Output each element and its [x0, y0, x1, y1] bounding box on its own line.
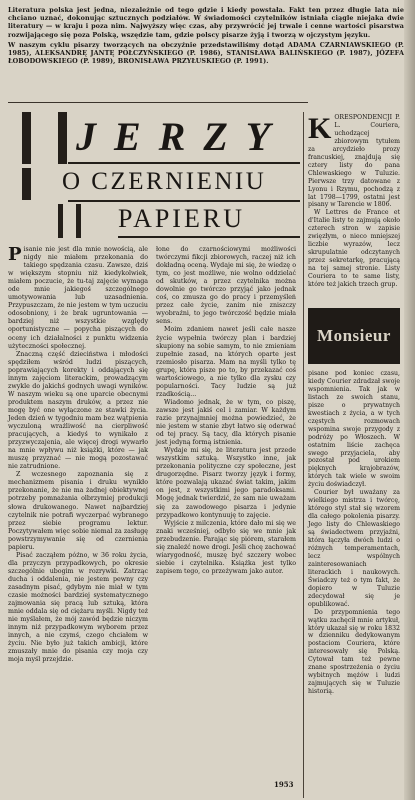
body-paragraph: Moim zdaniem nawet jeśli całe nasze życie wypełnia twórczy plan i bardziej skupiony na sobie samym, to nie zmieniam zupełnie zasad, na których oparte jest rzemiosło pisarza. Mam na myśli tylko tę grupę, która pisze po to, by przekazać coś wartościowego, a nie tylko dla zysku czy popularności. Tacy ludzie są już rzadkością... [156, 326, 296, 398]
intro-paragraph: Literatura polska jest jedna, niezależnie od tego gdzie i kiedy powstała. Fakt ten przez długie lata nie chciano uznać, dokonując sztucznych podziałów. W świadomości czytelników istniała ciągle niejaka dwie literatury — w kraju i poza nim. Najwyższy więc czas, aby przywrócić jej trwale i cenne wartości pisarstwa rozwijającego się poza Polską, wszędzie tam, gdzie polscy pisarze żyją i tworzą w ojczystym języku. [8, 6, 404, 39]
drop-cap: P [8, 244, 22, 265]
side-paragraph: pisane pod koniec czasu, kiedy Courier zdradzał swoje wspomnienia. Tak jak w listach ze swoich stanu, pisze o prywatnych kwestiach z życia, a w tych częstych rozmowach wspomina swoje przygody z podróży po Włoszech. W ostatnim liście zachęca swego przyjaciela, aby pozostał pod urokiem pięknych krajobrazów, których tak wiele w swoim życiu doświadczył. [308, 370, 400, 489]
body-paragraph: Znaczną część dzieciństwa i młodości spędziłem wśród ludzi piszących, poprawiających korekty i oddających się innym zajęciom literackim, prowadzącym zwykle do jakichś godnych uwagi wyników. W naszym wieku są one uparcie obecnymi produktem naszym druków, a przez nie mogę być one wyłączone ze stawki życia. Jeden dzień w tygodniu mam bez wątpienia wyczuloną wrażliwość na cierpliwość pracujących, a kiedyś to wynikało z przyzwyczajenia, ale więcej drogi wywarło na mnie wpływu niż książki, które — jak muszę przyznać — nie mogą pozostawać nie zatrudnione. [8, 350, 148, 471]
article-title-line-1: O CZERNIENIU [62, 168, 267, 195]
title-rule-top [68, 162, 300, 164]
author-name-heading: JERZY [76, 114, 289, 159]
column-divider [303, 112, 304, 798]
title-bar-left-bottom [58, 204, 63, 238]
body-column-middle [156, 246, 296, 576]
article-title-block [22, 112, 300, 242]
title-rule-bottom [118, 236, 300, 238]
body-paragraph: Z wczesnego zapoznania się z mechanizmem pisania i druku wynikło przekonanie, że nie ma żadnej obiektywnej potrzeby pomnażania olbrzymiej produkcji słowa drukowanego. Nawet najbardziej czytelnik nie potrafi wyczerpać wybranego przez siebie programu lektur. Poczytywałem więc sobie niemal za zasługę powstrzymywanie się od czernienia papieru. [8, 471, 148, 551]
title-bar-inner-bottom [76, 204, 81, 238]
side-paragraph: Do przypomnienia tego wątku zachęcił mnie artykuł, który ukazał się w roku 1832 w dzienniku dedykowanym postaciom Couriera, które interesowały się Polską. Cytował tam też pewne znane spostrzeżenia o życiu wybitnych mężów i ludzi zajmujących się w Tuluzie historią. [308, 608, 400, 696]
page-number: 1953 [274, 780, 294, 789]
intro-series-list: W naszym cyklu pisarzy tworzących na obczyźnie przedstawiliśmy dotąd ADAMA CZARNIAWSKIEGO (P. 1985), ALEKSANDRĘ JANTĘ POŁCZYŃSKIEGO (P. 1986), STANISŁAWA BALIŃSKIEGO (P. 1987), JÓZEFA ŁOBODOWSKIEGO (P. 1989), BRONISŁAWA PRZYŁUSKIEGO (P. 1991). [8, 40, 404, 66]
side-column-top [308, 114, 400, 289]
body-paragraph: Pisać zacząłem późno, w 36 roku życia, dla przyczyn przypadkowych, po okresie szczególnie ubogim w rozrywki. Zatrząc ducha i oddalenia, nie jestem pewny czy zasadnym pisać, gdybym nie miał w tym czasie możności bardziej systematycznego zajmowania się pracą lub sztuką, która mnie oddala się od ciężaru myśli. Nigdy też nie myślałem, że mój zawód będzie niczym innym niż przypadkowym wyborem przez innych, a nie czymś, czego chciałem w życiu. Nie było już takich ambicji, które zmuszały mnie do pisania czy moja czy moja myśl przejdzie. [8, 551, 148, 664]
page-edge [404, 0, 415, 800]
body-paragraph: Wiadomo jednak, że w tym, co piszę, zawsze jest jakiś cel i zamiar. W każdym razie przynajmniej można powiedzieć, że nie jestem w stanie zbyt łatwo się oderwać od tej pracy. Są tacy, dla których pisanie jest jedyną formą istnienia. [156, 398, 296, 447]
title-bar-left-top [22, 112, 31, 164]
side-paragraph: W Lettres de France et d'Italie listy te zajmują około czterech stron w zapisie zwięzłym, o nieco mniejszej liczbie wyrazów, lecz skrupulatnie odczytanych przez sekretarkę, pracującą na tej samej stronie. Listy Couriera to te same listy, które też jakich trzech grup. [308, 209, 400, 289]
title-rule-mid [68, 200, 300, 202]
body-paragraph: Wyjście z milczenia, które dało mi się we znaki wcześniej, odbyło się we mnie jak przebudzenie. Parając się piórem, starałem się znaleźć nowe drogi. Jeśli chcę zachować wiarygodność, muszę być szczery wobec siebie i czytelnika. Książka jest tylko zapisem tego, co przeżywam jako autor. [156, 519, 296, 575]
body-paragraph: Pisanie nie jest dla mnie nowością, ale nigdy nie miałem przekonania do takiego spędzania czasu. Zawsze, dziś w większym stopniu niż kiedykolwiek, miałem poczucie, że tu-taj zajęcie wymaga ode mnie jakiegoś szczególnego umotywowania lub uzasadnienia. Przypuszczam, że nie jestem w tym uczuciu odosobniony, i że brak ugruntowania — bardziej niż wszystkie względy oportunistyczne — popycha piszących do oceny ich działalności z punktu widzenia użyteczności społecznej. [8, 244, 148, 350]
title-bar-left-mid [22, 168, 31, 200]
side-paragraph: KORESPONDENCJI P. L. Couriera, uchodzącej zbiorowym tytułem za arcydzieło prozy francuskiej, znajdują się cztery listy do pana Chlewaskiego w Tuluzie. Pierwsze trzy datowane z Lyonu i Rzymu, pochodzą z lat 1798—1799, ostatni jest pisany w Tarencie w 1806. [308, 112, 400, 209]
side-drop-cap: K [308, 112, 332, 145]
title-bar-inner-top [58, 112, 67, 164]
side-article-banner: Monsieur [308, 308, 400, 364]
body-column-left [8, 246, 148, 664]
series-introduction [8, 6, 404, 67]
side-paragraph: Courier był uważany za wielkiego mistrza i twórcę, którego styl stał się wzorem dla całego pokolenia pisarzy. Jego listy do Chlewaskiego są świadectwem przyjaźni, która łączyła dwóch ludzi o różnych temperamentach, lecz wspólnych zainteresowaniach literackich i naukowych. Świadczy też o tym fakt, że dopiero w Tuluzie zdecydował się je opublikować. [308, 489, 400, 608]
side-column-bottom [308, 370, 400, 696]
article-title-line-2: PAPIERU [118, 204, 245, 233]
body-paragraph: łone do czarnościowymi możliwości twórczymi fikcji zbiorowych, raczej niż ich dokładną oceną. Wydaje mi się, że wiedzę o tym, co jest możliwe, nie wolno oddzielać od skutków, a przez czytelnika można dowolnie go twórczo przyjąć jako jednak coś, co zmusza go do pracy i przemyśleń przez całe życie, zanim nie zniszczy wyobraźni, to jego twórczość będzie miała sens. [156, 246, 296, 326]
body-paragraph: Wydaje mi się, że literatura jest przede wszystkim sztuką. Wszystko inne, jak przekonania polityczne czy społeczne, jest drugorzędne. Pisarz tworzy język i formy, które pozwalają ukazać świat takim, jakim on jest, z wszystkimi jego paradoksami. Mogę jednak twierdzić, że sam nie uważam się za zawodowego pisarza i jedynie przypadkowo kontynuuję to zajęcie. [156, 447, 296, 519]
intro-divider [8, 102, 308, 103]
